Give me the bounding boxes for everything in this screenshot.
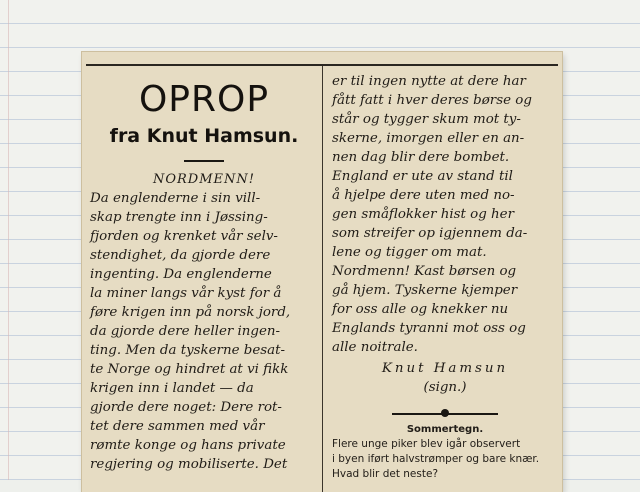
notice-heading: Sommertegn.: [406, 424, 484, 435]
article-body-left: Da englenderne i sin vill- skap trengte inn i Jøssing- fjorden og krenket vår selv- stendighet, da gjorde dere ingenting. Da englenderne la miner langs vår kyst for å føre krigen inn på norsk jord, da gjorde dere heller ingen- ting. Men da tyskerne besat- te Norge og hindret at vi fikk krigen inn i landet — da gjorde dere noget: Dere rot- tet dere sammen med vår rømte konge og hans private regjering og mobiliserte. Det: [90, 191, 291, 472]
title-rule: [184, 160, 224, 162]
article-title: OPROP: [138, 79, 270, 120]
article-body-right-1: er til ingen nytte at dere har fått fatt i hver deres børse og står og tygger skum mot ty- skerne, imorgen eller en an- nen dag blir dere bombet.: [332, 74, 532, 165]
ornament-divider: [332, 407, 558, 421]
margin-line: [8, 0, 9, 480]
signature-note: (sign.): [423, 380, 467, 395]
notice-body: Flere unge piker blev igår observert i byen iført halvstrømper og bare knær. Hvad blir det neste?: [332, 438, 540, 480]
left-column: [90, 72, 318, 474]
ornament-dot: [441, 409, 449, 417]
column-divider: [322, 66, 323, 492]
signature-name: Knut Hamsun: [381, 361, 509, 376]
article-body-right-2: England er ute av stand til å hjelpe dere uten med no- gen småflokker hist og her som streifer op igjennem da- lene og tigger om mat.: [332, 169, 528, 260]
article-subtitle: fra Knut Hamsun.: [109, 125, 299, 147]
newspaper-clipping: [82, 52, 562, 492]
salutation: NORDMENN!: [152, 172, 256, 187]
right-column: [332, 72, 558, 482]
article-body-right-3: Nordmenn! Kast børsen og gå hjem. Tyskerne kjemper for oss alle og knekker nu Englands tyranni mot oss og alle noitrale.: [332, 264, 526, 355]
